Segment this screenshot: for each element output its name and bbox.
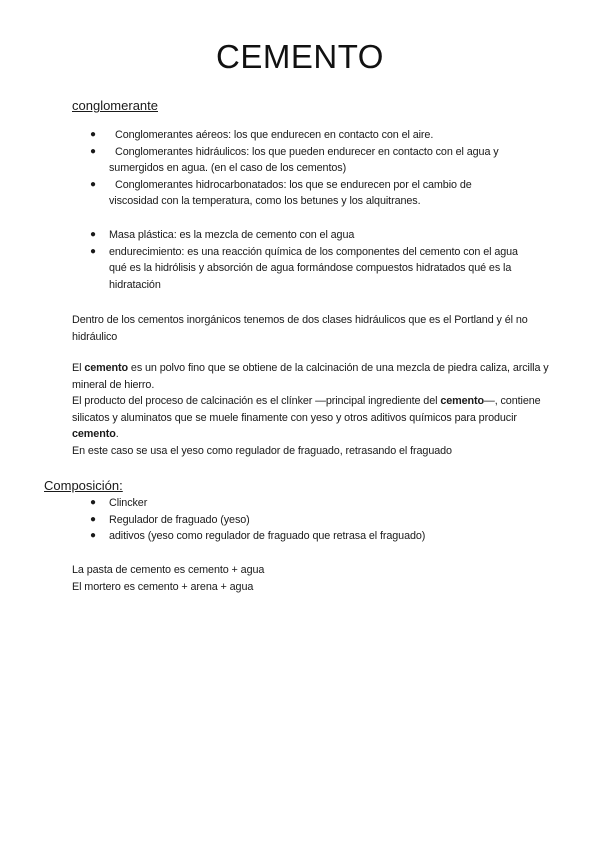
clinker-line: El producto del proceso de calcinación es el clínker —principal ingrediente del cemento—, contiene silicatos y aluminatos que se muele finamente con yeso y otros aditivos químicos para producir cemento. (72, 395, 541, 440)
list-item (90, 512, 510, 529)
bullet-icon: ● (90, 229, 96, 240)
mixtures-paragraph (72, 562, 552, 595)
list-item-text: Conglomerantes hidráulicos: los que pueden endurecer en contacto con el agua y sumergidos en agua. (en el caso de los cementos) (109, 145, 499, 174)
list-item (90, 144, 510, 177)
list-item-text: Regulador de fraguado (yeso) (109, 513, 250, 526)
list-item-text: Masa plástica: es la mezcla de cemento con el agua (109, 229, 355, 241)
list-item-text: Conglomerantes hidrocarbonatados: los que se endurecen por el cambio de viscosidad con la temperatura, como los betunes y los alquitranes. (109, 178, 472, 207)
mortero-line: El mortero es cemento + arena + agua (72, 580, 254, 593)
bullet-icon: ● (90, 497, 96, 508)
bold-term: cemento (440, 395, 485, 407)
bullet-icon: ● (90, 245, 96, 257)
definitions-list (90, 227, 530, 293)
section-heading-composicion: Composición: (44, 478, 123, 493)
list-item (90, 528, 510, 545)
bold-term: cemento (84, 362, 129, 374)
section-heading-conglomerante: conglomerante (72, 98, 158, 113)
list-item (90, 177, 510, 210)
list-item (90, 227, 530, 244)
bullet-icon: ● (90, 129, 96, 140)
pasta-line: La pasta de cemento es cemento + agua (72, 564, 265, 576)
list-item (90, 495, 510, 512)
list-item-text: aditivos (yeso como regulador de fraguado que retrasa el fraguado) (109, 530, 426, 542)
bullet-icon: ● (90, 530, 96, 541)
bullet-icon: ● (90, 178, 96, 190)
cemento-paragraph (72, 360, 552, 459)
page-title: CEMENTO (216, 38, 384, 75)
bold-term: cemento (72, 428, 116, 440)
bullet-icon: ● (90, 145, 96, 157)
composicion-list (90, 495, 510, 545)
bullet-icon: ● (90, 513, 96, 525)
list-item-text: endurecimiento: es una reacción química de los componentes del cemento con el agua qué es la hidrólisis y absorción de agua formándose compuestos hidratados qué es la hidratación (109, 245, 518, 291)
list-item (90, 244, 530, 294)
yeso-line: En este caso se usa el yeso como regulador de fraguado, retrasando el fraguado (72, 444, 452, 457)
cemento-definition-line: El cemento es un polvo fino que se obtiene de la calcinación de una mezcla de piedra caliza, arcilla y mineral de hierro. (72, 362, 549, 391)
list-item (90, 127, 510, 144)
list-item-text: Conglomerantes aéreos: los que endurecen en contacto con el aire. (115, 129, 434, 141)
inorganic-paragraph: Dentro de los cementos inorgánicos tenemos de dos clases hidráulicos que es el Portland y él no hidráulico (72, 314, 528, 343)
conglomerante-types-list (90, 127, 510, 210)
list-item-text: Clincker (109, 497, 148, 509)
